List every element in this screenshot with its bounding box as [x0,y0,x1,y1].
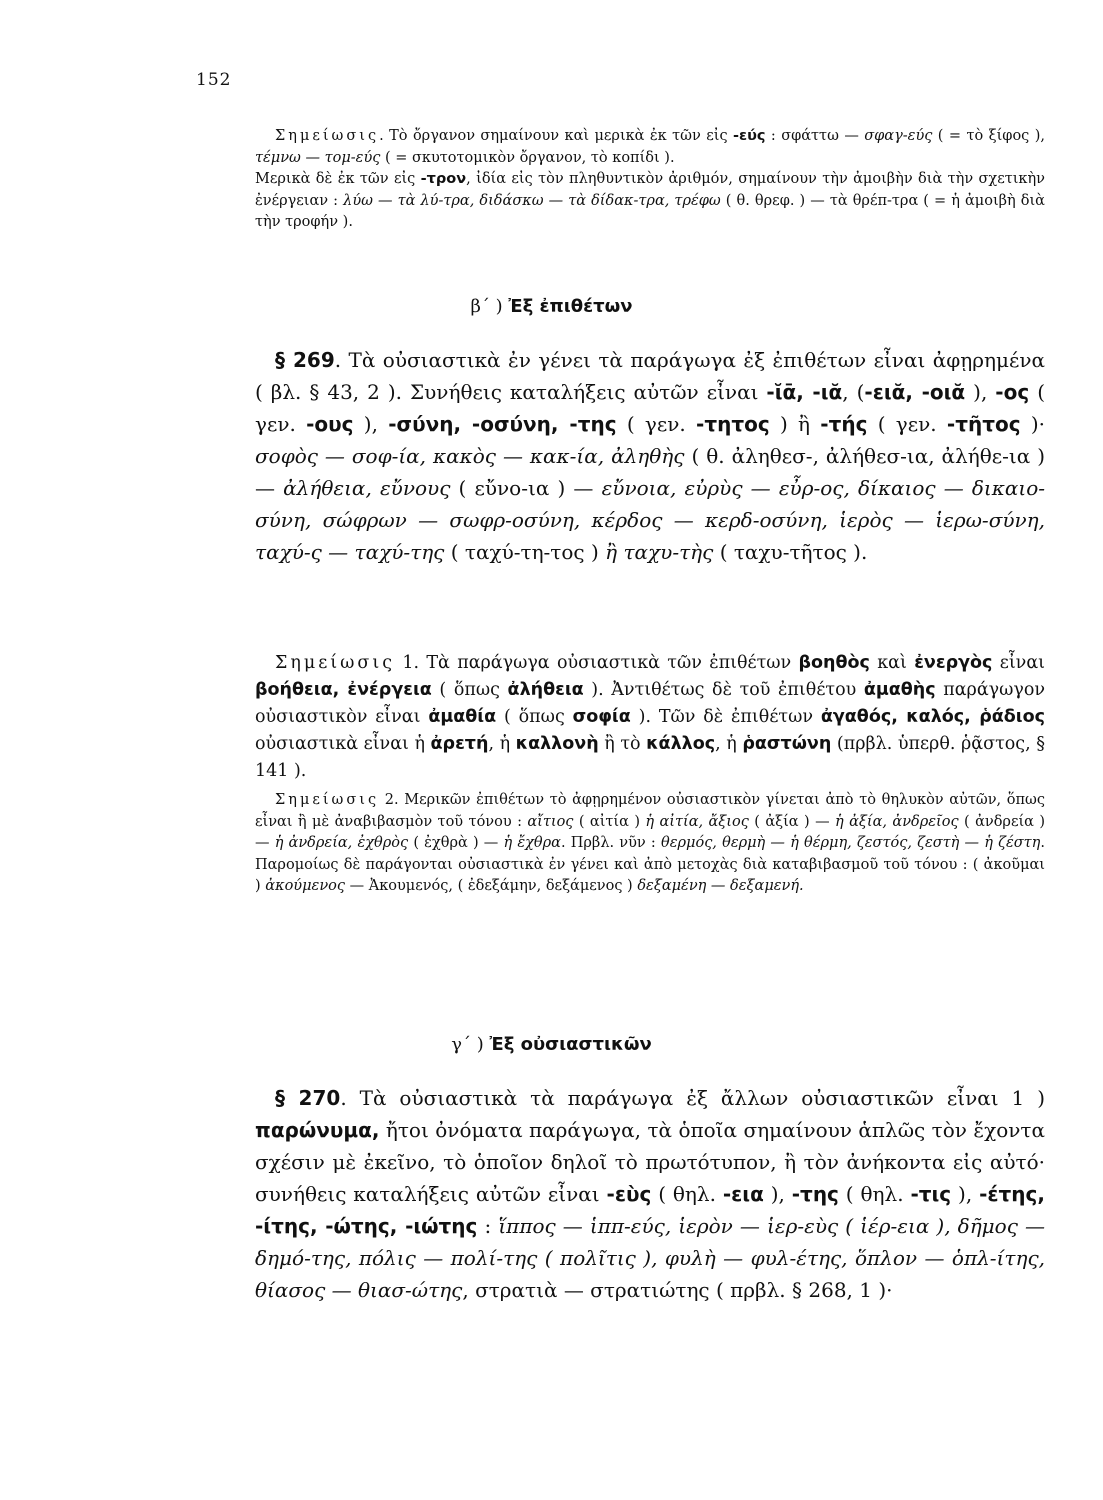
note-intro: Σημείωσις. Τὸ ὄργανον σημαίνουν καὶ μερικὰ ἐκ τῶν εἰς -εύς : σφάττω — σφαγ-εύς ( = τὸ ξίφος ), τέμνω — τομ-εύς ( = σκυτοτομικὸν ὄργανον, τὸ κοπίδι ). Μερικὰ δὲ ἐκ τῶν εἰς -τρον, ἰδία εἰς τὸν πληθυντικὸν ἀριθμόν, σημαίνουν τὴν ἀμοιβὴν διὰ τὴν σχετικὴν ἐνέργειαν : λύω — τὰ λύ-τρα, διδάσκω — τὰ δίδακ-τρα, τρέφω ( θ. θρεφ. ) — τὰ θρέπ-τρα ( = ἡ ἀμοιβὴ διὰ τὴν τροφήν ). [255,128,1045,230]
note-1: Σημείωσις 1. Τὰ παράγωγα οὐσιαστικὰ τῶν ἐπιθέτων βοηθὸς καὶ ἐνεργὸς εἶναι βοήθεια, ἐνέργεια ( ὅπως ἀλήθεια ). Ἀντιθέτως δὲ τοῦ ἐπιθέτου ἀμαθὴς παράγωγον οὐσιαστικὸν εἶναι ἀμαθία ( ὅπως σοφία ). Τῶν δὲ ἐπιθέτων ἀγαθός, καλός, ῥάδιος οὐσιαστικὰ εἶναι ἡ ἀρετή, ἡ καλλονὴ ἢ τὸ κάλλος, ἡ ῥαστώνη (πρβλ. ὑπερθ. ῥᾷστος, § 141 ). [255,653,1046,781]
section-270: § 270. Τὰ οὐσιαστικὰ τὰ παράγωγα ἐξ ἄλλων οὐσιαστικῶν εἶναι 1 ) παρώνυμα, ἤτοι ὀνόματα παράγωγα, τὰ ὁποῖα σημαίνουν ἁπλῶς τὸν ἔχοντα σχέσιν μὲ ἐκεῖνο, τὸ ὁποῖον δηλοῖ τὸ πρωτότυπον, ἢ τὸν ἀνήκοντα εἰς αὐτό· συνήθεις καταλήξεις αὐτῶν εἶναι -εὺς ( θηλ. -εια ), -της ( θηλ. -τις ), -έτης, -ίτης, -ώτης, -ιώτης : ἵππος — ἱππ-εύς, ἱερὸν — ἱερ-εὺς ( ἱέρ-εια ), δῆμος — δημό-της, πόλις — πολί-της ( πολῖτις ), φυλὴ — φυλ-έτης, ὅπλον — ὁπλ-ίτης, θίασος — θιασ-ώτης, στρατιὰ — στρατιώτης ( πρβλ. § 268, 1 )· [255,1086,1046,1302]
section-number-270: § 270 [275,1086,341,1110]
note-2: Σημείωσις 2. Μερικῶν ἐπιθέτων τὸ ἀφῃρημένον οὐσιαστικὸν γίνεται ἀπὸ τὸ θηλυκὸν αὐτῶν, ὅπως εἶναι ἢ μὲ ἀναβιβασμὸν τοῦ τόνου : αἴτιος ( αἰτία ) ἡ αἰτία, ἄξιος ( ἀξία ) — ἡ ἀξία, ἀνδρεῖος ( ἀνδρεία ) — ἡ ἀνδρεία, ἐχθρὸς ( ἐχθρὰ ) — ἡ ἔχθρα. Πρβλ. νῦν : θερμός, θερμὴ — ἡ θέρμη, ζεστός, ζεστὴ — ἡ ζέστη. Παρομοίως δὲ παράγονται οὐσιαστικὰ ἐν γένει καὶ ἀπὸ μετοχὰς διὰ καταβιβασμοῦ τοῦ τόνου : ( ἀκοῦμαι ) ἀκούμενος — Ἀκουμενός, ( ἐδεξάμην, δεξάμενος ) δεξαμένη — δεξαμενή. [255,792,1046,894]
heading-from-adjectives: β΄ ) Ἐξ ἐπιθέτων [470,296,633,317]
section-269: § 269. Τὰ οὐσιαστικὰ ἐν γένει τὰ παράγωγα ἐξ ἐπιθέτων εἶναι ἀφῃρημένα ( βλ. § 43, 2 ). Συνήθεις καταλήξεις αὐτῶν εἶναι -ῐᾱ, -ιᾰ, (-ειᾰ, -οιᾰ ), -ος ( γεν. -ους ), -σύνη, -οσύνη, -της ( γεν. -τητος ) ἢ -τής ( γεν. -τῆτος )· σοφὸς — σοφ-ία, κακὸς — κακ-ία, ἀληθὴς ( θ. ἀληθεσ-, ἀλήθεσ-ια, ἀλήθε-ια ) — ἀλήθεια, εὔνους ( εὔνο-ια ) — εὔνοια, εὐρὺς — εὖρ-ος, δίκαιος — δικαιο-σύνη, σώφρων — σωφρ-οσύνη, κέρδος — κερδ-οσύνη, ἱερὸς — ἱερω-σύνη, ταχύ-ς — ταχύ-της ( ταχύ-τη-τος ) ἢ ταχυ-τὴς ( ταχυ-τῆτος ). [255,348,1046,564]
section-number-269: § 269 [275,348,335,372]
heading-from-nouns: γ΄ ) Ἐξ οὐσιαστικῶν [451,1034,652,1055]
page-number: 152 [196,70,232,90]
